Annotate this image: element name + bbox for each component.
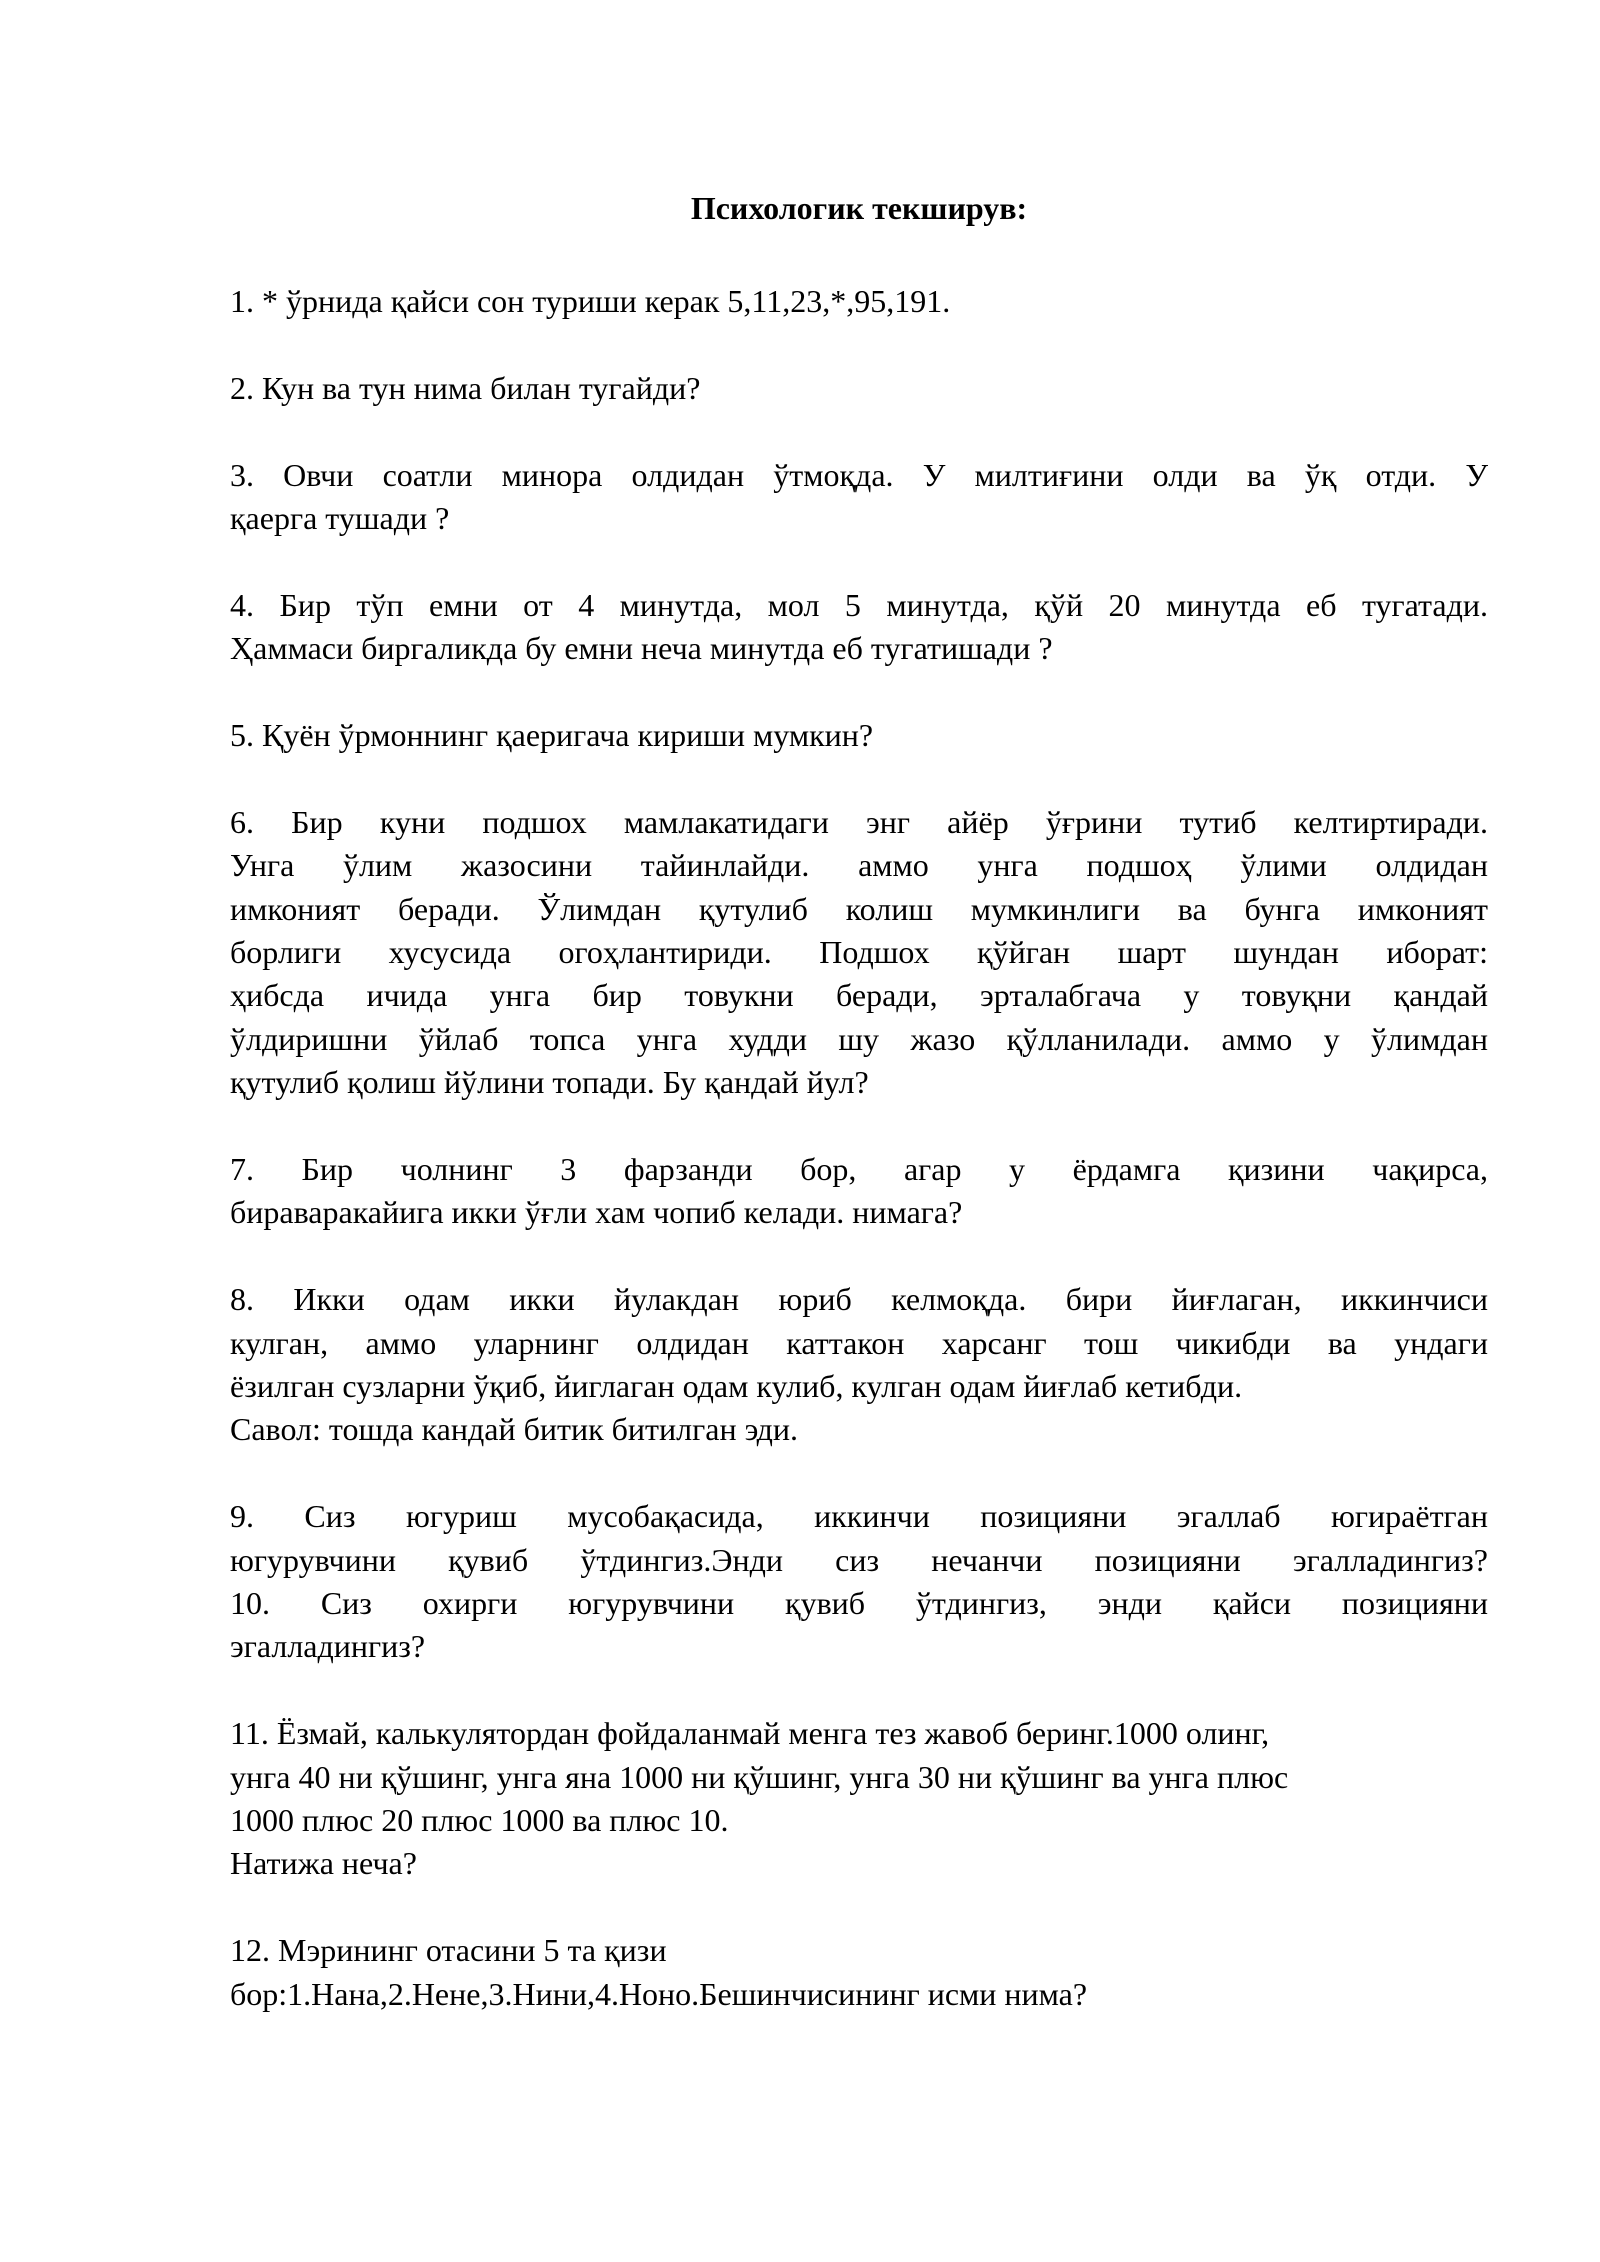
question-line: 12. Мэрининг отасини 5 та қизи <box>230 1932 667 1969</box>
question-line: югурувчини қувиб ўтдингиз.Энди сиз нечанчи позицияни эгалладингиз? <box>230 1541 1488 1578</box>
question-line: қутулиб қолиш йўлини топади. Бу қандай йул? <box>230 1064 869 1101</box>
question-12 <box>230 1929 1488 2016</box>
page-title: Психологик текширув: <box>690 190 1028 226</box>
question-line: 8. Икки одам икки йулакдан юриб келмоқда. бири йиғлаган, иккинчиси <box>230 1281 1488 1318</box>
question-line: 4. Бир тўп емни от 4 минутда, мол 5 минутда, қўй 20 минутда еб тугатади. <box>230 586 1488 623</box>
question-5 <box>230 714 1488 757</box>
question-1 <box>230 280 1488 323</box>
question-line: бор:1.Нана,2.Нене,3.Нини,4.Ноно.Бешинчисининг исми нима? <box>230 1975 1088 2012</box>
question-line: 2. Кун ва тун нима билан тугайди? <box>230 369 701 406</box>
question-line: 3. Овчи соатли минора олдидан ўтмоқда. У милтиғини олди ва ўқ отди. У <box>230 456 1488 493</box>
question-11 <box>230 1712 1488 1886</box>
question-line: 11. Ёзмай, калькулятордан фойдаланмай менга тез жавоб беринг.1000 олинг, <box>230 1715 1270 1752</box>
question-3 <box>230 454 1488 541</box>
question-line: ўлдиришни ўйлаб топса унга худди шу жазо қўлланилади. аммо у ўлимдан <box>230 1020 1488 1057</box>
question-line: 1. * ўрнида қайси сон туриши керак 5,11,23,*,95,191. <box>230 283 951 319</box>
question-line: Ҳаммаси биргаликда бу емни неча минутда еб тугатишади ? <box>230 630 1053 667</box>
question-line: 7. Бир чолнинг 3 фарзанди бор, агар у ёрдамга қизини чақирса, <box>230 1151 1488 1188</box>
question-line: Натижа неча? <box>230 1845 417 1882</box>
question-line: бираваракайига икки ўғли хам чопиб келади. нимага? <box>230 1194 963 1231</box>
question-line: қаерга тушади ? <box>230 500 450 536</box>
question-line: унга 40 ни қўшинг, унга яна 1000 ни қўшинг, унга 30 ни қўшинг ва унга плюс <box>230 1758 1289 1795</box>
question-line: ёзилган сузларни ўқиб, йиглаган одам кулиб, кулган одам йиғлаб кетибди. <box>230 1368 1243 1405</box>
question-line: 1000 плюс 20 плюс 1000 ва плюс 10. <box>230 1802 729 1839</box>
question-line: эгалладингиз? <box>230 1628 426 1665</box>
question-6 <box>230 801 1488 1105</box>
question-line: Унга ўлим жазосини тайинлайди. аммо унга подшоҳ ўлими олдидан <box>230 847 1488 884</box>
question-line: 5. Қуён ўрмоннинг қаеригача кириши мумкин? <box>230 717 874 753</box>
question-line: ҳибсда ичида унга бир товукни беради, эрталабгача у товуқни қандай <box>230 977 1488 1014</box>
question-4 <box>230 584 1488 671</box>
question-line: борлиги хусусида огоҳлантириди. Подшох қўйган шарт шундан иборат: <box>230 934 1488 971</box>
question-line: 9. Сиз югуриш мусобақасида, иккинчи позицияни эгаллаб югираётган <box>230 1498 1488 1535</box>
question-7 <box>230 1148 1488 1235</box>
question-2 <box>230 367 1488 410</box>
question-line: имконият беради. Ўлимдан қутулиб колиш мумкинлиги ва бунга имконият <box>230 890 1488 927</box>
question-line: 10. Сиз охирги югурувчини қувиб ўтдингиз, энди қайси позицияни <box>230 1585 1488 1622</box>
questions-list <box>230 280 1488 2059</box>
question-line: 6. Бир куни подшох мамлакатидаги энг айёр ўғрини тутиб келтиртиради. <box>230 803 1488 840</box>
question-line: кулган, аммо уларнинг олдидан каттакон харсанг тош чикибди ва ундаги <box>230 1324 1488 1361</box>
question-9-10 <box>230 1495 1488 1669</box>
question-line: Савол: тошда кандай битик битилган эди. <box>230 1411 799 1448</box>
question-8 <box>230 1278 1488 1452</box>
